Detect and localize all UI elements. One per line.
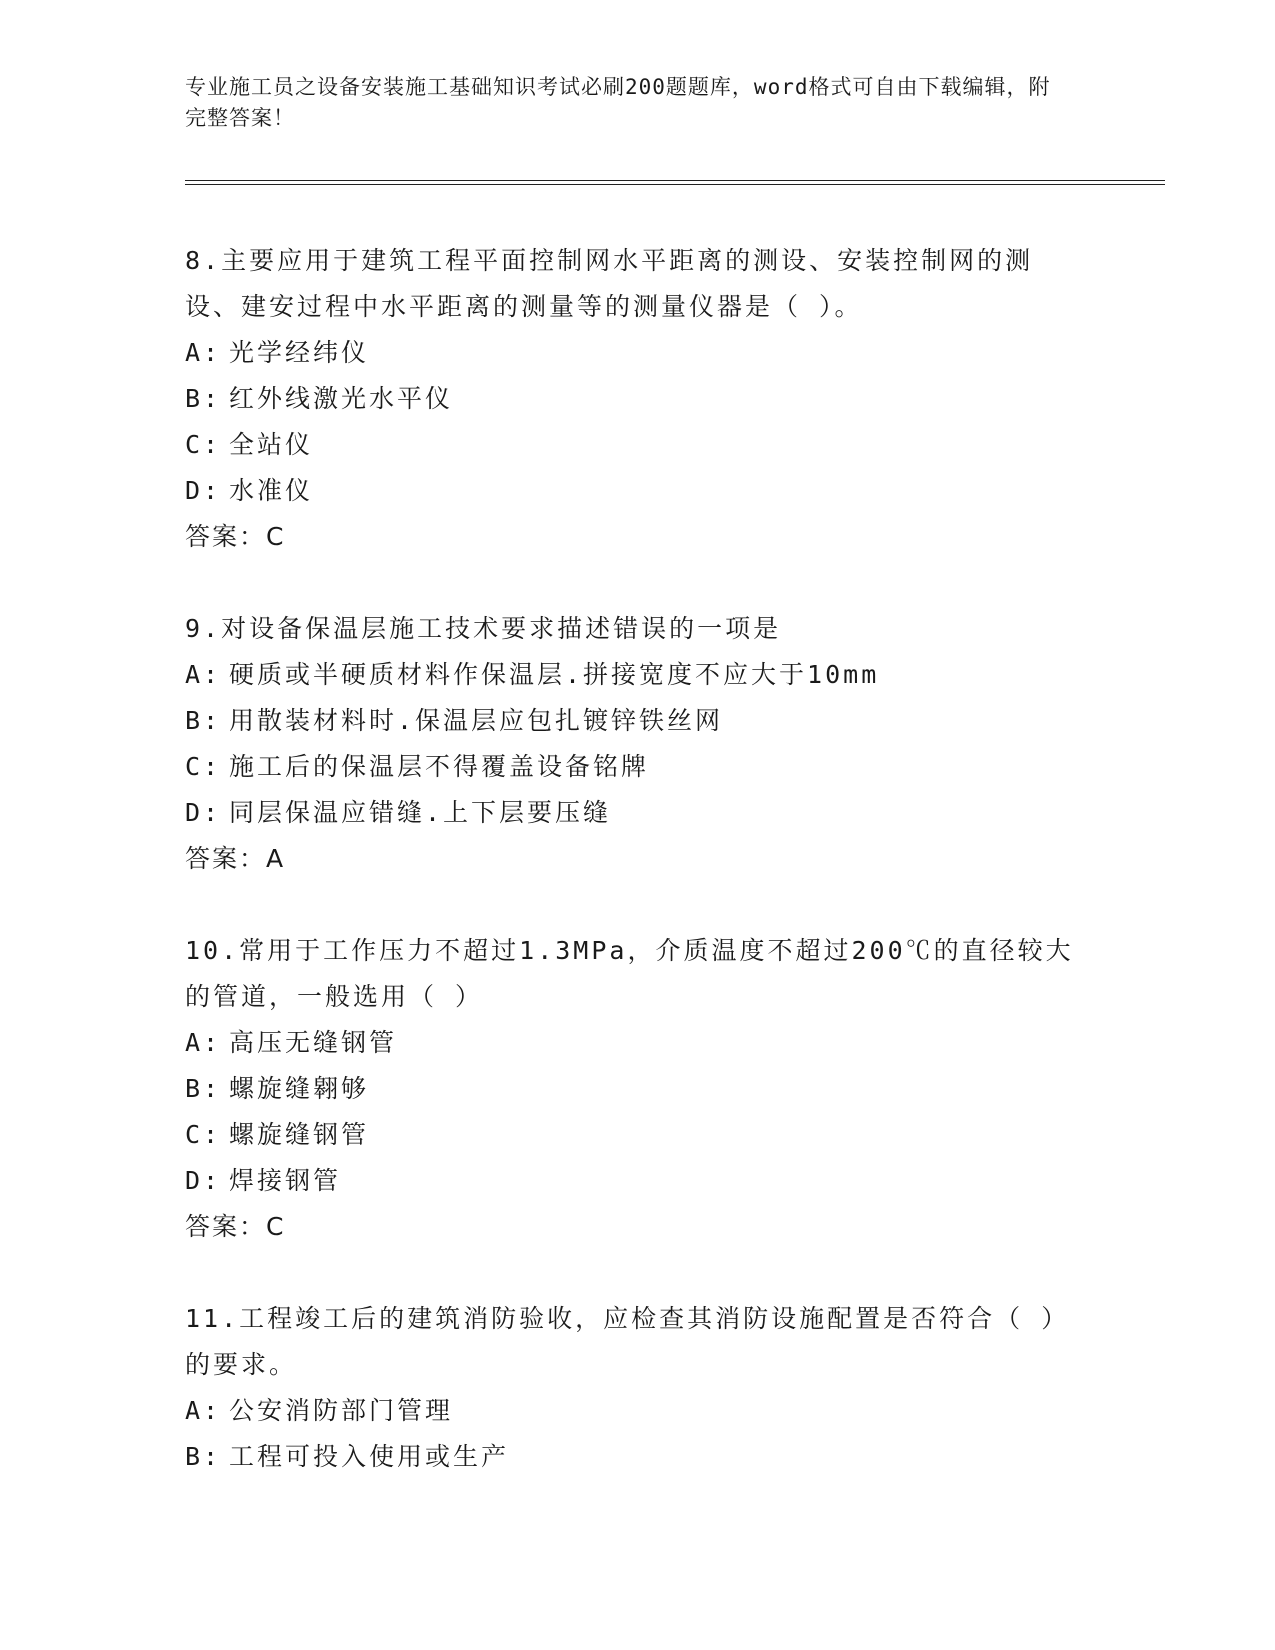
question-list: [185, 238, 1085, 1480]
question-8: [185, 238, 1085, 560]
question-text: 10.常用于工作压力不超过1.3MPa，介质温度不超过200℃的直径较大的管道，一般选用（ ）: [185, 936, 1074, 1011]
option-a: [185, 330, 1085, 376]
option-b: [185, 1434, 1085, 1480]
option-letter: D:: [185, 798, 222, 827]
question-spacer: [185, 1250, 1085, 1296]
option-d: [185, 1158, 1085, 1204]
option-text: 高压无缝钢管: [229, 1028, 398, 1057]
option-letter: B:: [185, 1442, 222, 1471]
option-a: [185, 1388, 1085, 1434]
option-letter: A:: [185, 1396, 222, 1425]
option-letter: D:: [185, 476, 222, 505]
option-text: 工程可投入使用或生产: [229, 1442, 510, 1471]
option-b: [185, 1066, 1085, 1112]
option-text: 光学经纬仪: [229, 338, 370, 367]
option-text: 螺旋缝翱够: [229, 1074, 370, 1103]
option-text: 施工后的保温层不得覆盖设备铭牌: [229, 752, 650, 781]
question-text: 9.对设备保温层施工技术要求描述错误的一项是: [185, 614, 782, 643]
option-d: [185, 468, 1085, 514]
option-letter: B:: [185, 1074, 222, 1103]
question-9: [185, 606, 1085, 882]
answer-line: 答案：C: [185, 522, 286, 551]
option-text: 硬质或半硬质材料作保温层.拼接宽度不应大于10mm: [229, 660, 880, 689]
option-b: [185, 376, 1085, 422]
option-b: [185, 698, 1085, 744]
question-spacer: [185, 560, 1085, 606]
option-c: [185, 1112, 1085, 1158]
question-spacer: [185, 882, 1085, 928]
option-letter: C:: [185, 752, 222, 781]
option-letter: C:: [185, 430, 222, 459]
option-text: 全站仪: [229, 430, 314, 459]
option-c: [185, 422, 1085, 468]
option-a: [185, 652, 1085, 698]
question-10: [185, 928, 1085, 1250]
answer-line: 答案：A: [185, 844, 286, 873]
header-divider-bottom: [185, 184, 1165, 185]
option-letter: B:: [185, 384, 222, 413]
option-text: 用散装材料时.保温层应包扎镀锌铁丝网: [229, 706, 724, 735]
document-header: 专业施工员之设备安装施工基础知识考试必刷200题题库，word格式可自由下载编辑，附完整答案！: [185, 75, 1051, 130]
header-divider-top: [185, 180, 1165, 181]
option-letter: A:: [185, 660, 222, 689]
option-letter: C:: [185, 1120, 222, 1149]
option-letter: A:: [185, 1028, 222, 1057]
option-letter: A:: [185, 338, 222, 367]
option-text: 焊接钢管: [229, 1166, 342, 1195]
option-text: 螺旋缝钢管: [229, 1120, 370, 1149]
option-text: 红外线激光水平仪: [229, 384, 454, 413]
option-text: 公安消防部门管理: [229, 1396, 454, 1425]
answer-line: 答案：C: [185, 1212, 286, 1241]
option-d: [185, 790, 1085, 836]
option-letter: B:: [185, 706, 222, 735]
question-text: 8.主要应用于建筑工程平面控制网水平距离的测设、安装控制网的测设、建安过程中水平距离的测量等的测量仪器是（ ）。: [185, 246, 1034, 321]
question-11: [185, 1296, 1085, 1480]
option-a: [185, 1020, 1085, 1066]
option-text: 水准仪: [229, 476, 314, 505]
option-c: [185, 744, 1085, 790]
question-text: 11.工程竣工后的建筑消防验收，应检查其消防设施配置是否符合（ ）的要求。: [185, 1304, 1070, 1379]
option-text: 同层保温应错缝.上下层要压缝: [229, 798, 612, 827]
option-letter: D:: [185, 1166, 222, 1195]
